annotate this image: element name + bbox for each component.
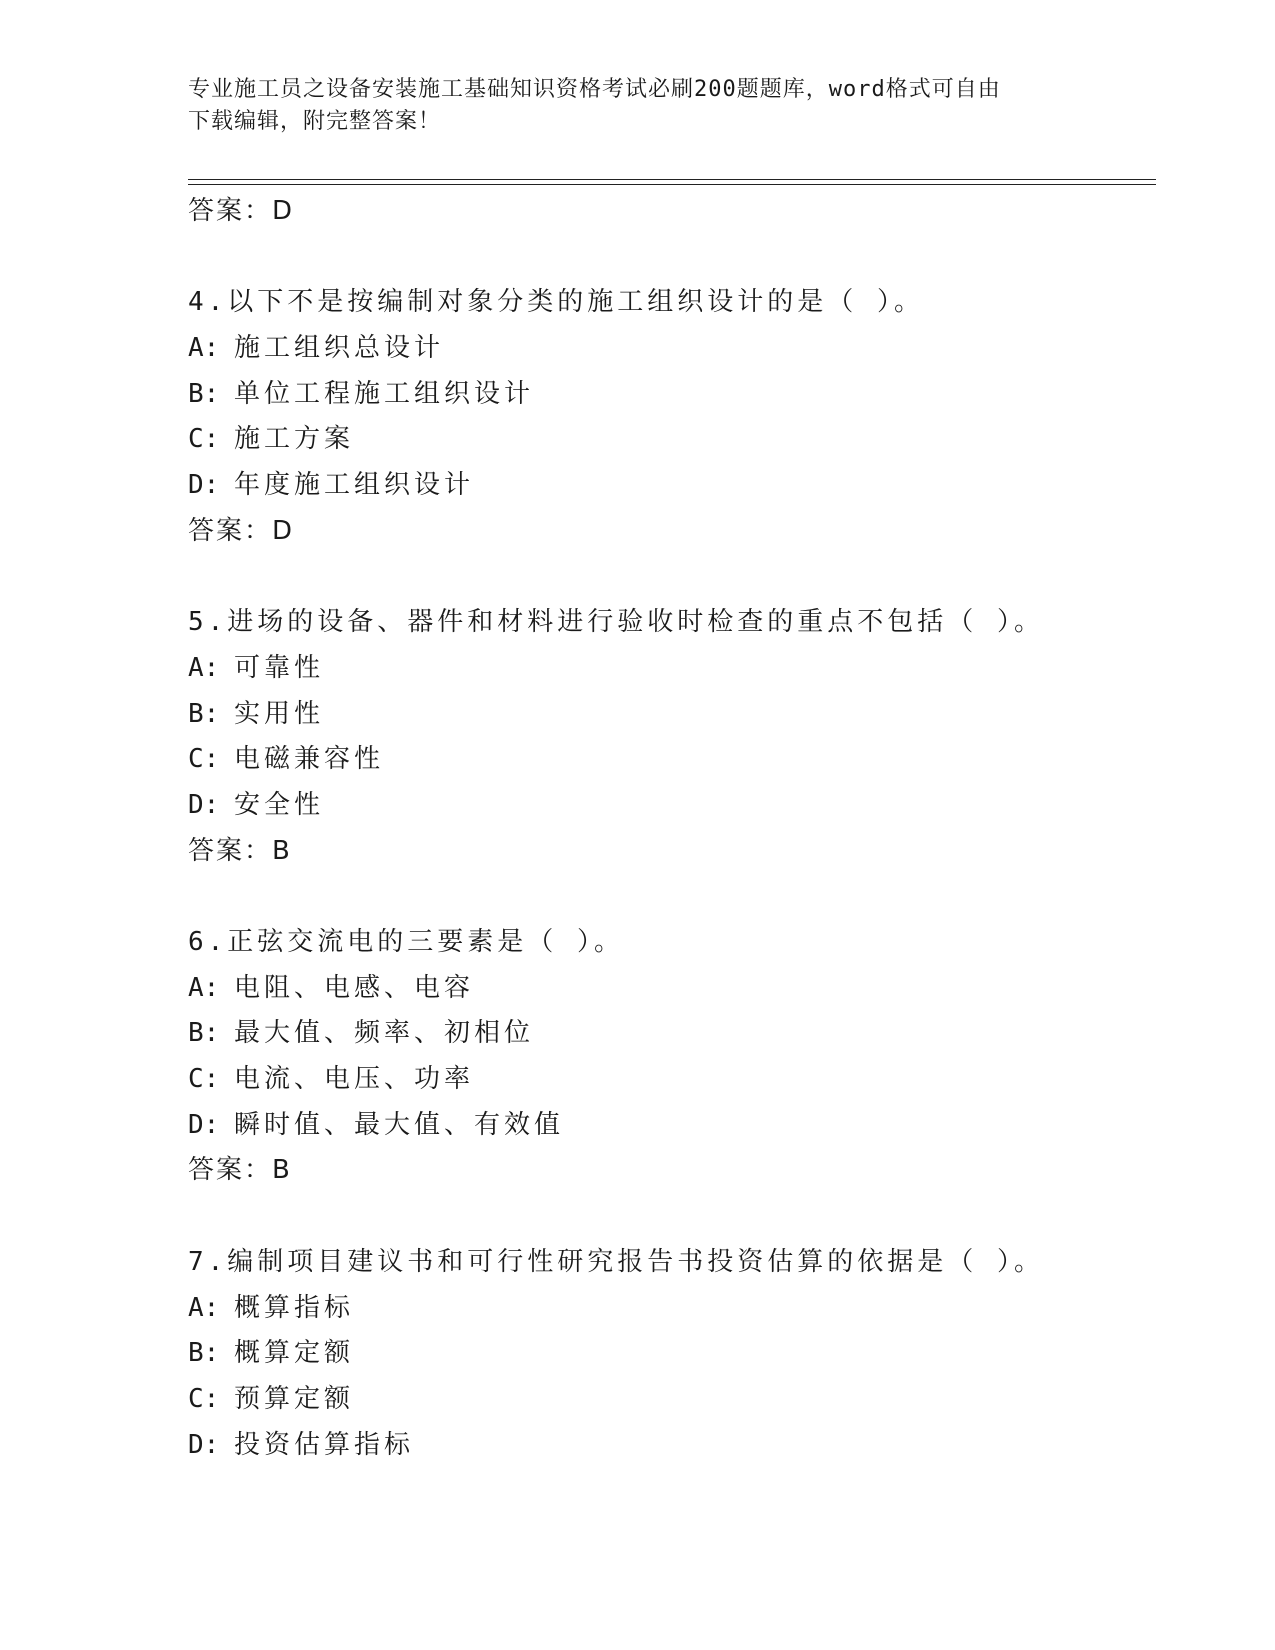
option-a <box>188 646 1156 692</box>
option-d <box>188 1103 1156 1149</box>
option-d <box>188 783 1156 829</box>
question-block-7 <box>188 1240 1156 1468</box>
spacer <box>188 874 1156 920</box>
option-text: 单位工程施工组织设计 <box>234 378 535 409</box>
option-text: 最大值、频率、初相位 <box>234 1018 535 1049</box>
option-b <box>188 1011 1156 1057</box>
question-block-6 <box>188 920 1156 1194</box>
option-text: 年度施工组织设计 <box>234 470 475 501</box>
option-text: 电阻、电感、电容 <box>234 972 475 1003</box>
option-c <box>188 1377 1156 1423</box>
spacer <box>188 235 1156 281</box>
spacer <box>188 1194 1156 1240</box>
question-list <box>188 189 1156 1468</box>
option-letter: B: <box>188 378 220 409</box>
header-line-1: 专业施工员之设备安装施工基础知识资格考试必刷200题题库，word格式可自由 <box>188 77 1001 102</box>
option-text: 电磁兼容性 <box>234 744 385 775</box>
option-letter: B: <box>188 698 220 729</box>
option-letter: A: <box>188 333 220 364</box>
option-c <box>188 417 1156 463</box>
option-text: 概算指标 <box>234 1292 355 1323</box>
option-letter: C: <box>188 744 220 775</box>
option-c <box>188 737 1156 783</box>
option-text: 瞬时值、最大值、有效值 <box>234 1109 565 1140</box>
header-divider-bottom <box>188 184 1156 185</box>
answer-line: 答案：D <box>188 515 295 546</box>
option-text: 实用性 <box>234 698 325 729</box>
option-letter: C: <box>188 1383 220 1414</box>
spacer <box>188 555 1156 601</box>
option-a <box>188 966 1156 1012</box>
option-letter: A: <box>188 652 220 683</box>
option-a <box>188 1286 1156 1332</box>
question-stem: 6.正弦交流电的三要素是（ ）。 <box>188 927 624 957</box>
option-letter: C: <box>188 424 220 455</box>
option-d <box>188 463 1156 509</box>
question-stem: 7.编制项目建议书和可行性研究报告书投资估算的依据是（ ）。 <box>188 1246 1044 1277</box>
option-a <box>188 326 1156 372</box>
option-text: 施工组织总设计 <box>234 333 445 364</box>
question-block-5 <box>188 600 1156 874</box>
option-text: 概算定额 <box>234 1338 355 1369</box>
option-d <box>188 1423 1156 1469</box>
question-stem: 5.进场的设备、器件和材料进行验收时检查的重点不包括（ ）。 <box>188 607 1044 638</box>
option-letter: D: <box>188 1109 220 1140</box>
option-b <box>188 372 1156 418</box>
option-b <box>188 1331 1156 1377</box>
option-letter: D: <box>188 1429 220 1460</box>
option-c <box>188 1057 1156 1103</box>
option-text: 安全性 <box>234 789 325 820</box>
previous-answer: 答案：D <box>188 196 295 226</box>
option-text: 预算定额 <box>234 1383 355 1414</box>
option-letter: D: <box>188 470 220 501</box>
option-letter: D: <box>188 789 220 820</box>
option-letter: A: <box>188 1292 220 1323</box>
option-text: 可靠性 <box>234 652 325 683</box>
answer-line: 答案：B <box>188 835 292 866</box>
option-b <box>188 692 1156 738</box>
header-divider-top <box>188 179 1156 180</box>
document-header <box>188 74 1088 138</box>
question-block-4 <box>188 280 1156 554</box>
option-letter: B: <box>188 1018 220 1049</box>
question-stem: 4.以下不是按编制对象分类的施工组织设计的是（ ）。 <box>188 287 924 318</box>
option-letter: B: <box>188 1338 220 1369</box>
option-text: 电流、电压、功率 <box>234 1064 475 1095</box>
option-text: 施工方案 <box>234 424 355 455</box>
answer-line: 答案：B <box>188 1155 292 1186</box>
header-line-2: 下载编辑，附完整答案！ <box>188 109 442 134</box>
option-letter: C: <box>188 1064 220 1095</box>
option-text: 投资估算指标 <box>234 1429 415 1460</box>
option-letter: A: <box>188 972 220 1003</box>
